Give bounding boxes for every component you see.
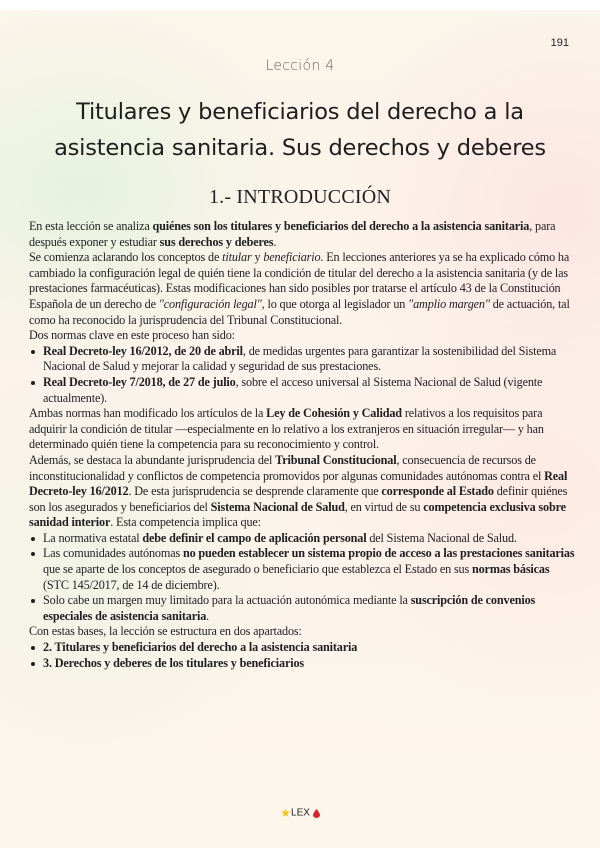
list-item: Las comunidades autónomas no pueden establecer un sistema propio de acceso a las prestaciones sanitarias que se aparte de los conceptos de asegurado o beneficiario que establezca el Estado en sus normas básicas (STC 145/2017, de 14 de diciembre). [29, 546, 577, 593]
star-icon: ★ [280, 806, 292, 820]
list-item: Solo cabe un margen muy limitado para la actuación autonómica mediante la suscripción de convenios especiales de asistencia sanitaria. [29, 593, 577, 624]
list-item: 3. Derechos y deberes de los titulares y beneficiarios [29, 656, 577, 672]
list-item: Real Decreto-ley 7/2018, de 27 de julio, sobre el acceso universal al Sistema Nacional de Salud (vigente actualmente). [29, 375, 577, 406]
section-heading: 1.- INTRODUCCIÓN [208, 186, 392, 208]
competence-list [29, 531, 577, 625]
paragraph-intro: En esta lección se analiza quiénes son los titulares y beneficiarios del derecho a la asistencia sanitaria, para después exponer y estudiar sus derechos y deberes. [29, 219, 556, 249]
document-page [0, 10, 600, 848]
body-text [29, 219, 577, 671]
paragraph-key-norms: Dos normas clave en este proceso han sido: [29, 328, 235, 343]
lesson-label: Lección 4 [265, 58, 335, 74]
paragraph-both-norms: Ambas normas han modificado los artículos de la Ley de Cohesión y Calidad relativos a los requisitos para adquirir la condición de titular —especialmente en lo relativo a los extranjeros en situación irregular— y han determinado quién tiene la competencia para su reconocimiento y control. [29, 406, 544, 452]
list-item: La normativa estatal debe definir el campo de aplicación personal del Sistema Nacional de Salud. [29, 531, 577, 547]
key-norms-list [29, 344, 577, 406]
lesson-title-line-2: asistencia sanitaria. Sus derechos y deberes [54, 135, 546, 161]
blood-drop-icon [313, 809, 320, 818]
page-number: 191 [550, 37, 569, 49]
paragraph-jurisprudence: Además, se destaca la abundante jurisprudencia del Tribunal Constitucional, consecuencia de recursos de inconstitucionalidad y conflictos de competencia promovidos por algunas comunidades autónomas contra el Real Decreto-ley 16/2012. De esta jurisprudencia se desprende claramente que corresponde al Estado definir quiénes son los asegurados y beneficiarios del Sistema Nacional de Salud, en virtud de su competencia exclusiva sobre sanidad interior. Esta competencia implica que: [29, 452, 568, 530]
footer-logo [0, 806, 600, 820]
paragraph-concepts: Se comienza aclarando los conceptos de titular y beneficiario. En lecciones anteriores ya se ha explicado cómo ha cambiado la configuración legal de quién tiene la condición de titular del derecho a la asistencia sanitaria (y de las prestaciones farmacéuticas). Estas modificaciones han sido posibles por tratarse el artículo 43 de la Constitución Española de un derecho de "configuración legal", lo que otorga al legislador un "amplio margen" de actuación, tal como ha reconocido la jurisprudencia del Tribunal Constitucional. [29, 250, 570, 327]
list-item: 2. Titulares y beneficiarios del derecho a la asistencia sanitaria [29, 640, 577, 656]
logo-text: LEX [291, 807, 310, 819]
lesson-title-line-1: Titulares y beneficiarios del derecho a la [76, 99, 524, 125]
list-item: Real Decreto-ley 16/2012, de 20 de abril, de medidas urgentes para garantizar la sostenibilidad del Sistema Nacional de Salud y mejorar la calidad y seguridad de sus prestaciones. [29, 344, 577, 375]
paragraph-structure: Con estas bases, la lección se estructura en dos apartados: [29, 624, 302, 639]
lesson-sections-list [29, 640, 577, 671]
lesson-title [0, 94, 600, 166]
